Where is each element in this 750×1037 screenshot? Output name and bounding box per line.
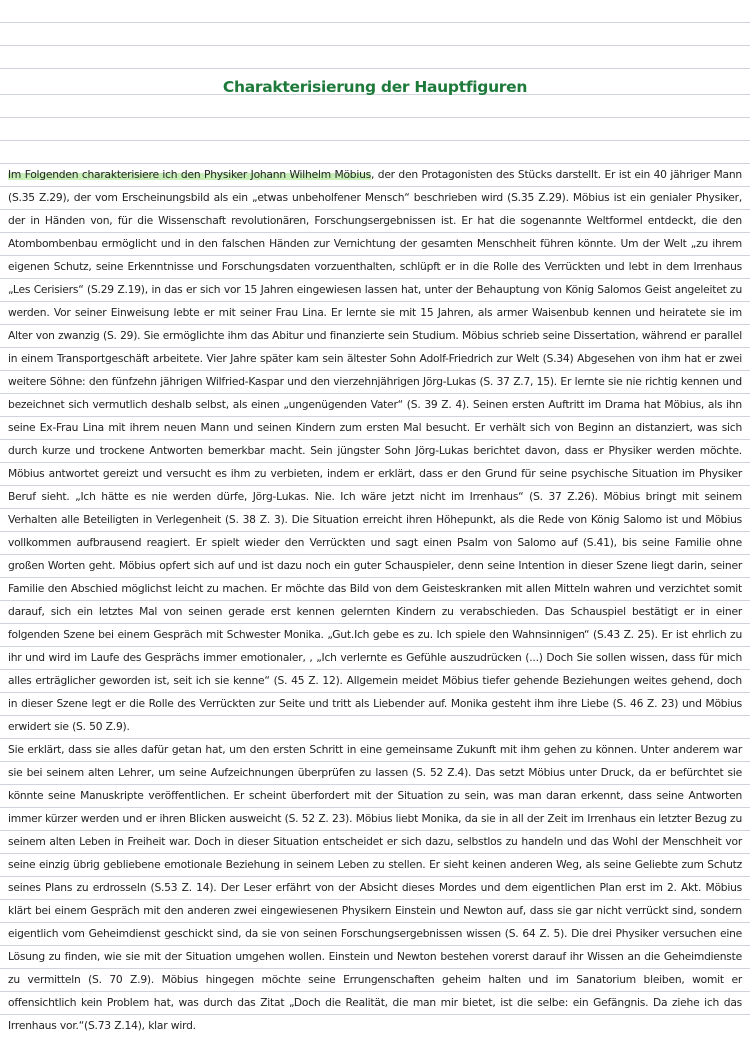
- paragraph-2: Sie erklärt, dass sie alles dafür getan hat, um den ersten Schritt in eine gemeinsame Zukunft mit ihm gehen zu können. Unter anderem war sie bei seinem alten Lehrer, um seine Aufzeichnungen überprüfen zu lassen (S. 52 Z.4). Das setzt Möbius unter Druck, da er befürchtet sie könnte seine Manuskripte veröffentlichen. Er scheint überfordert mit der Situation zu sein, was man daran erkennt, dass seine Antworten immer kürzer werden und er ihren Blicken ausweicht (S. 52 Z. 23). Möbius liebt Monika, da sie in all der Zeit im Irrenhaus ein letzter Bezug zu seinem alten Leben in Freiheit war. Doch in dieser Situation entscheidet er sich dazu, selbstlos zu handeln und das Wohl der Menschheit vor seine einzig übrig gebliebene emotionale Beziehung in seinem Leben zu stellen. Er sieht keinen anderen Weg, als seine Geliebte zum Schutz seines Plans zu erdrosseln (S.53 Z. 14). Der Leser erfährt von der Absicht dieses Mordes und dem eigentlichen Plan erst im 2. Akt. Möbius klärt bei einem Gespräch mit den anderen zwei eingewiesenen Physikern Einstein und Newton auf, dass sie gar nicht verrückt sind, sondern eigentlich vom Geheimdienst geschickt sind, da sie von seinen Forschungsergebnissen wissen (S. 64 Z. 5). Die drei Physiker versuchen eine Lösung zu finden, wie sie mit der Situation umgehen wollen. Einstein und Newton bestehen vorerst darauf ihr Wissen an die Geheimdienste zu vermitteln (S. 70 Z.9). Möbius hingegen möchte seine Errungenschaften geheim halten und im Sanatorium bleiben, womit er offensichtlich kein Problem hat, was durch das Zitat „Doch die Realität, die man mir bietet, ist die selbe: ein Gefängnis. Da ziehe ich das Irrenhaus vor.“(S.73 Z.14), klar wird.: [8, 743, 742, 1032]
- paragraph-1-text: , der den Protagonisten des Stücks darstellt. Er ist ein 40 jähriger Mann (S.35 Z.29), der vom Erscheinungsbild als ein „etwas unbeholfener Mensch“ beschrieben wird (S.35 Z.29). Möbius ist ein genialer Physiker, der in Händen von, für die Wissenschaft revolutionären, Forschungsergebnissen ist. Er hat die sogenannte Weltformel entdeckt, die den Atombombenbau ermöglicht und in den falschen Händen zur Vernichtung der gesamten Menschheit führen könnte. Um der Welt „zu ihrem eigenen Schutz, seine Erkenntnisse und Forschungsdaten vorzuenthalten, schlüpft er in die Rolle des Verrückten und lebt in dem Irrenhaus „Les Cerisiers“ (S.29 Z.19), in das er sich vor 15 Jahren eingewiesen lassen hat, unter der Behauptung von König Salomos Geist angeleitet zu werden. Vor seiner Einweisung lebte er mit seiner Frau Lina. Er lernte sie mit 15 Jahren, als armer Waisenbub kennen und heiratete sie im Alter von zwanzig (S. 29). Sie ermöglichte ihm das Abitur und finanzierte sein Studium. Möbius schrieb seine Dissertation, während er parallel in einem Transportgeschäft arbeitete. Vier Jahre später kam sein ältester Sohn Adolf-Friedrich zur Welt (S.34) Abgesehen von ihm hat er zwei weitere Söhne: den fünfzehn jährigen Wilfried-Kaspar und den vierzehnjährigen Jörg-Lukas (S. 37 Z.7, 15). Er lernte sie nie richtig kennen und bezeichnet sich vermutlich deshalb selbst, als einen „ungenügenden Vater“ (S. 39 Z. 4). Seinen ersten Auftritt im Drama hat Möbius, als ihn seine Ex-Frau Lina mit ihrem neuen Mann und seinen Kindern zum ersten Mal besucht. Er verhält sich von Beginn an distanziert, was sich durch kurze und trockene Antworten bemerkbar macht. Sein jüngster Sohn Jörg-Lukas berichtet davon, dass er Physiker werden möchte. Möbius antwortet gereizt und versucht es ihm zu verbieten, indem er erklärt, dass er den Grund für seine psychische Situation im Physiker Beruf sieht. „Ich hätte es nie werden dürfe, Jörg-Lukas. Nie. Ich wäre jetzt nicht im Irrenhaus“ (S. 37 Z.26). Möbius bringt mit seinem Verhalten alle Beteiligten in Verlegenheit (S. 38 Z. 3). Die Situation erreicht ihren Höhepunkt, als die Rede von König Salomo ist und Möbius vollkommen aufbrausend reagiert. Er spielt wieder den Verrückten und sagt einen Psalm von Salomo auf (S.41), bis seine Familie ohne großen Worten geht. Möbius opfert sich auf und ist dazu noch ein guter Schauspieler, denn seine Intention in dieser Szene liegt darin, seiner Familie den Abschied möglichst leicht zu machen. Er möchte das Bild von dem Geisteskranken mit allen Mitteln wahren und verzichtet somit darauf, sich ein letztes Mal von seinen gerade erst kennen gelernten Kindern zu verabschieden. Das Schauspiel bestätigt er in einer folgenden Szene bei einem Gespräch mit Schwester Monika. „Gut.Ich gebe es zu. Ich spiele den Wahnsinnigen“ (S.43 Z. 25). Er ist ehrlich zu ihr und wird im Laufe des Gesprächs immer emotionaler, , „Ich verlernte es Gefühle auszudrücken (...) Doch Sie sollen wissen, dass für mich alles erträglicher geworden ist, seit ich sie kenne“ (S. 45 Z. 12). Allgemein meidet Möbius tiefer gehende Beziehungen weites gehend, doch in dieser Szene legt er die Rolle des Verrückten zur Seite und tritt als Liebender auf. Monika gesteht ihm ihre Liebe (S. 46 Z. 23) und Möbius erwidert sie (S. 50 Z.9).: [8, 168, 742, 733]
- page-title: Charakterisierung der Hauptfiguren: [222, 78, 528, 96]
- characterization-text: [8, 163, 742, 1037]
- paragraph-1: [8, 163, 742, 738]
- highlighted-intro: Im Folgenden charakterisiere ich den Physiker Johann Wilhelm Möbius: [8, 168, 372, 181]
